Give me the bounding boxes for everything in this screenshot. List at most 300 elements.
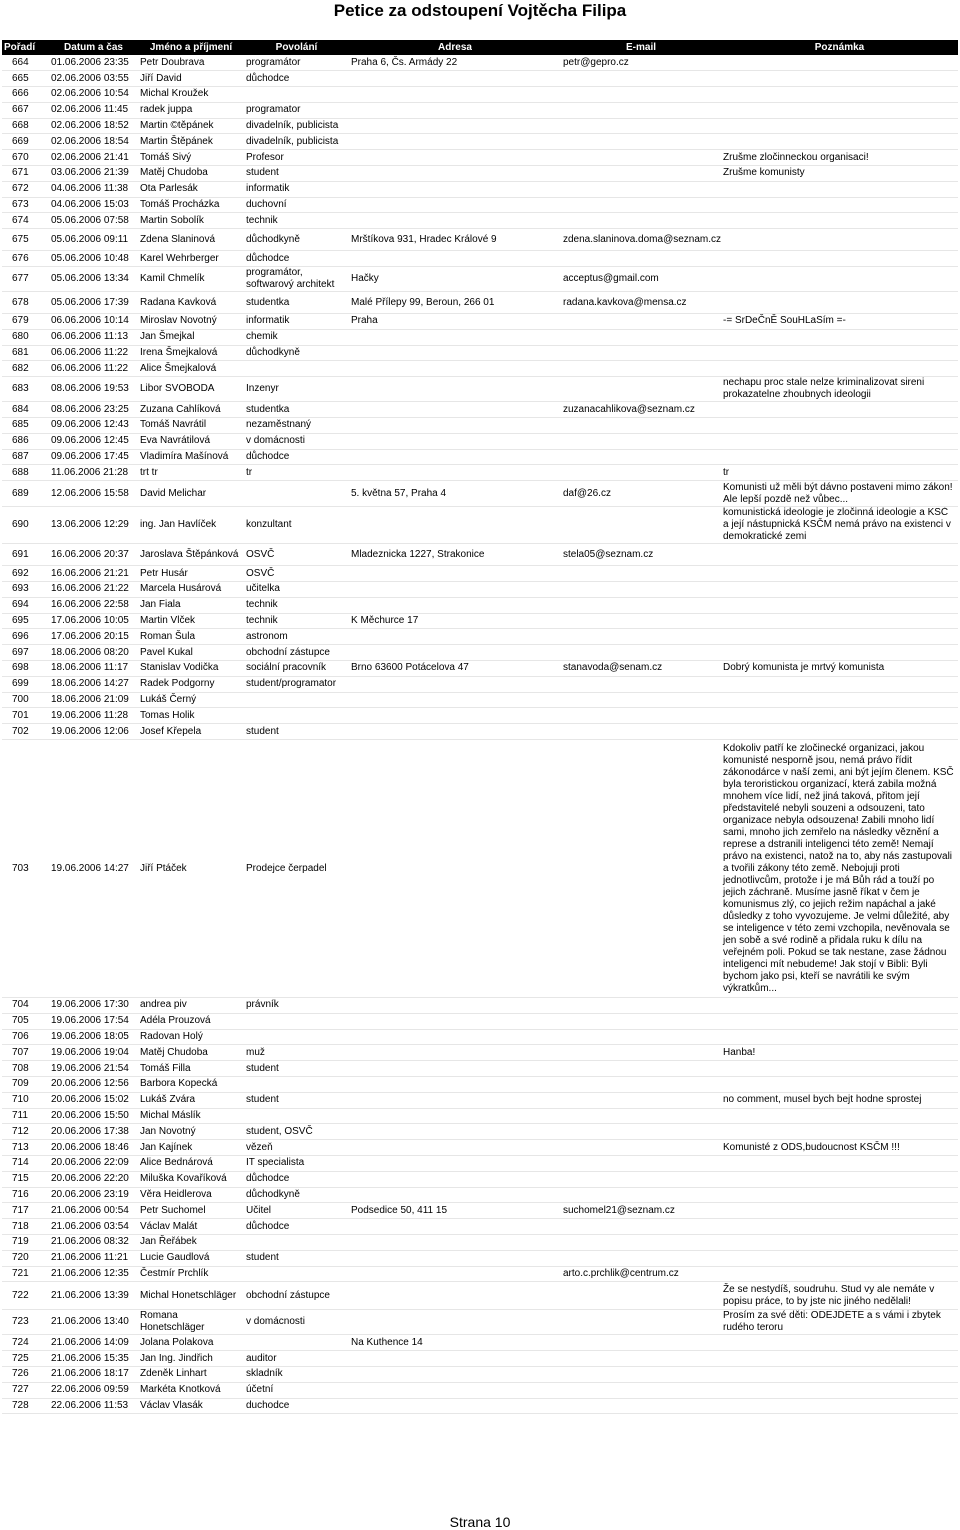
- table-row: [2, 724, 958, 740]
- cell-email: [561, 361, 721, 377]
- table-row: [2, 998, 958, 1014]
- cell-note: [721, 708, 958, 724]
- cell-datetime: 21.06.2006 00:54: [49, 1203, 138, 1219]
- cell-name: Karel Wehrberger: [138, 251, 244, 267]
- cell-name: Kamil Chmelík: [138, 267, 244, 292]
- cell-occupation: astronom: [244, 629, 349, 645]
- cell-occupation: [244, 1108, 349, 1124]
- cell-note: [721, 692, 958, 708]
- cell-name: Pavel Kukal: [138, 645, 244, 661]
- cell-datetime: 02.06.2006 03:55: [49, 71, 138, 87]
- cell-order: 671: [2, 166, 49, 182]
- table-row: [2, 267, 958, 292]
- cell-note: [721, 118, 958, 134]
- cell-datetime: 20.06.2006 22:09: [49, 1155, 138, 1171]
- cell-email: [561, 724, 721, 740]
- cell-occupation: Prodejce čerpadel: [244, 740, 349, 998]
- table-row: [2, 740, 958, 998]
- cell-occupation: student: [244, 1061, 349, 1077]
- cell-note: [721, 134, 958, 150]
- cell-address: K Měchurce 17: [349, 613, 561, 629]
- cell-address: [349, 629, 561, 645]
- cell-datetime: 20.06.2006 12:56: [49, 1076, 138, 1092]
- cell-order: 704: [2, 998, 49, 1014]
- cell-email: [561, 329, 721, 345]
- cell-note: [721, 1351, 958, 1367]
- cell-occupation: důchodce: [244, 251, 349, 267]
- cell-name: Václav Vlasák: [138, 1398, 244, 1414]
- cell-datetime: 03.06.2006 21:39: [49, 166, 138, 182]
- table-row: [2, 1282, 958, 1310]
- cell-occupation: důchodce: [244, 1171, 349, 1187]
- cell-datetime: 18.06.2006 11:17: [49, 661, 138, 677]
- table-row: [2, 150, 958, 166]
- cell-note: [721, 1335, 958, 1351]
- cell-order: 685: [2, 418, 49, 434]
- cell-address: [349, 1155, 561, 1171]
- table-row: [2, 1310, 958, 1335]
- cell-email[interactable]: acceptus@gmail.com: [561, 267, 721, 292]
- table-header: [2, 40, 958, 55]
- cell-address: Brno 63600 Potácelova 47: [349, 661, 561, 677]
- cell-order: 667: [2, 102, 49, 118]
- table-row: [2, 544, 958, 566]
- cell-address: [349, 465, 561, 481]
- cell-email: [561, 645, 721, 661]
- cell-email[interactable]: stela05@seznam.cz: [561, 544, 721, 566]
- cell-order: 670: [2, 150, 49, 166]
- cell-datetime: 06.06.2006 11:13: [49, 329, 138, 345]
- cell-occupation: duchovní: [244, 197, 349, 213]
- cell-occupation: student/programator: [244, 676, 349, 692]
- cell-address: [349, 1351, 561, 1367]
- table-row: [2, 1061, 958, 1077]
- cell-name: Eva Navrátilová: [138, 433, 244, 449]
- table-row: [2, 1171, 958, 1187]
- cell-email[interactable]: suchomel21@seznam.cz: [561, 1203, 721, 1219]
- cell-datetime: 18.06.2006 14:27: [49, 676, 138, 692]
- cell-address: [349, 166, 561, 182]
- cell-order: 679: [2, 314, 49, 330]
- cell-occupation: technik: [244, 213, 349, 229]
- cell-note: [721, 597, 958, 613]
- header-row: [2, 40, 958, 55]
- cell-address: [349, 676, 561, 692]
- cell-occupation: OSVČ: [244, 544, 349, 566]
- table-row: [2, 377, 958, 402]
- cell-address: Praha: [349, 314, 561, 330]
- cell-datetime: 16.06.2006 21:21: [49, 566, 138, 582]
- table-row: [2, 661, 958, 677]
- cell-name: Jolana Polakova: [138, 1335, 244, 1351]
- cell-note: [721, 1234, 958, 1250]
- cell-datetime: 02.06.2006 11:45: [49, 102, 138, 118]
- cell-datetime: 19.06.2006 17:30: [49, 998, 138, 1014]
- cell-email: [561, 71, 721, 87]
- cell-note: [721, 449, 958, 465]
- cell-email[interactable]: arto.c.prchlik@centrum.cz: [561, 1266, 721, 1282]
- cell-datetime: 09.06.2006 17:45: [49, 449, 138, 465]
- cell-datetime: 21.06.2006 15:35: [49, 1351, 138, 1367]
- cell-datetime: 06.06.2006 10:14: [49, 314, 138, 330]
- cell-order: 715: [2, 1171, 49, 1187]
- cell-address: [349, 1187, 561, 1203]
- table-row: [2, 1203, 958, 1219]
- cell-address: [349, 1250, 561, 1266]
- cell-name: Martin ©těpánek: [138, 118, 244, 134]
- cell-email: [561, 597, 721, 613]
- table-row: [2, 87, 958, 103]
- cell-datetime: 09.06.2006 12:43: [49, 418, 138, 434]
- table-row: [2, 1366, 958, 1382]
- cell-email: [561, 740, 721, 998]
- cell-order: 700: [2, 692, 49, 708]
- cell-order: 668: [2, 118, 49, 134]
- cell-note: [721, 345, 958, 361]
- table-row: [2, 613, 958, 629]
- table-row: [2, 1013, 958, 1029]
- cell-email: [561, 166, 721, 182]
- cell-name: Vladimíra Mašínová: [138, 449, 244, 465]
- cell-name: Jiří David: [138, 71, 244, 87]
- cell-email: [561, 1155, 721, 1171]
- cell-address: [349, 1124, 561, 1140]
- cell-datetime: 21.06.2006 03:54: [49, 1219, 138, 1235]
- cell-datetime: 18.06.2006 08:20: [49, 645, 138, 661]
- table-row: [2, 118, 958, 134]
- cell-email: [561, 1061, 721, 1077]
- cell-order: 719: [2, 1234, 49, 1250]
- cell-address: [349, 1029, 561, 1045]
- table-row: [2, 1266, 958, 1282]
- table-row: [2, 1076, 958, 1092]
- cell-name: Jan Kajínek: [138, 1140, 244, 1156]
- cell-note: nechapu proc stale nelze kriminalizovat sireni prokazatelne zhoubnych ideologii: [721, 377, 958, 402]
- page-number: Strana 10: [449, 1514, 511, 1530]
- cell-note: [721, 1266, 958, 1282]
- cell-order: 723: [2, 1310, 49, 1335]
- cell-note: [721, 87, 958, 103]
- cell-datetime: 21.06.2006 13:40: [49, 1310, 138, 1335]
- table-row: [2, 1108, 958, 1124]
- cell-datetime: 20.06.2006 15:02: [49, 1092, 138, 1108]
- cell-email: [561, 1076, 721, 1092]
- cell-name: Michal Honetschläger: [138, 1282, 244, 1310]
- cell-email: [561, 1234, 721, 1250]
- cell-note: Dobrý komunista je mrtvý komunista: [721, 661, 958, 677]
- cell-occupation: informatik: [244, 314, 349, 330]
- cell-order: 677: [2, 267, 49, 292]
- cell-name: Tomáš Sivý: [138, 150, 244, 166]
- cell-datetime: 22.06.2006 09:59: [49, 1382, 138, 1398]
- cell-note: [721, 181, 958, 197]
- cell-occupation: Inzenyr: [244, 377, 349, 402]
- cell-address: [349, 1108, 561, 1124]
- cell-email: [561, 87, 721, 103]
- cell-order: 665: [2, 71, 49, 87]
- table-row: [2, 1234, 958, 1250]
- cell-address: [349, 1282, 561, 1310]
- table-row: [2, 166, 958, 182]
- cell-occupation: důchodce: [244, 449, 349, 465]
- cell-datetime: 20.06.2006 22:20: [49, 1171, 138, 1187]
- cell-note: [721, 1124, 958, 1140]
- cell-address: [349, 1310, 561, 1335]
- table-row: [2, 645, 958, 661]
- cell-occupation: student, OSVČ: [244, 1124, 349, 1140]
- cell-occupation: [244, 708, 349, 724]
- cell-datetime: 19.06.2006 17:54: [49, 1013, 138, 1029]
- cell-email[interactable]: stanavoda@senam.cz: [561, 661, 721, 677]
- cell-note: [721, 1366, 958, 1382]
- cell-datetime: 05.06.2006 10:48: [49, 251, 138, 267]
- cell-name: Marcela Husárová: [138, 582, 244, 598]
- table-row: [2, 481, 958, 507]
- cell-order: 716: [2, 1187, 49, 1203]
- cell-address: [349, 118, 561, 134]
- cell-name: Markéta Knotková: [138, 1382, 244, 1398]
- cell-email: [561, 150, 721, 166]
- cell-order: 713: [2, 1140, 49, 1156]
- cell-email[interactable]: zdena.slaninova.doma@seznam.cz: [561, 229, 721, 251]
- cell-name: Radana Kavková: [138, 292, 244, 314]
- cell-address: [349, 1076, 561, 1092]
- cell-note: [721, 1171, 958, 1187]
- table-row: [2, 329, 958, 345]
- cell-order: 708: [2, 1061, 49, 1077]
- cell-note: [721, 582, 958, 598]
- cell-order: 705: [2, 1013, 49, 1029]
- cell-address: [349, 1382, 561, 1398]
- cell-occupation: sociální pracovník: [244, 661, 349, 677]
- cell-occupation: studentka: [244, 402, 349, 418]
- cell-address: Malé Přílepy 99, Beroun, 266 01: [349, 292, 561, 314]
- cell-name: Martin Štěpánek: [138, 134, 244, 150]
- cell-order: 728: [2, 1398, 49, 1414]
- cell-datetime: 19.06.2006 14:27: [49, 740, 138, 998]
- cell-datetime: 09.06.2006 12:45: [49, 433, 138, 449]
- cell-email: [561, 377, 721, 402]
- cell-datetime: 02.06.2006 18:54: [49, 134, 138, 150]
- cell-occupation: právník: [244, 998, 349, 1014]
- table-row: [2, 1187, 958, 1203]
- cell-name: Zdena Slaninová: [138, 229, 244, 251]
- cell-order: 673: [2, 197, 49, 213]
- cell-email: [561, 118, 721, 134]
- cell-order: 726: [2, 1366, 49, 1382]
- table-row: [2, 1382, 958, 1398]
- cell-address: [349, 87, 561, 103]
- cell-name: Libor SVOBODA: [138, 377, 244, 402]
- cell-datetime: 16.06.2006 22:58: [49, 597, 138, 613]
- cell-order: 669: [2, 134, 49, 150]
- cell-email: [561, 582, 721, 598]
- cell-name: Martin Sobolík: [138, 213, 244, 229]
- cell-address: [349, 71, 561, 87]
- cell-order: 701: [2, 708, 49, 724]
- cell-email[interactable]: radana.kavkova@mensa.cz: [561, 292, 721, 314]
- cell-datetime: 19.06.2006 18:05: [49, 1029, 138, 1045]
- cell-address: [349, 1219, 561, 1235]
- cell-name: Jan Řeřábek: [138, 1234, 244, 1250]
- cell-datetime: 04.06.2006 11:38: [49, 181, 138, 197]
- cell-note: [721, 1076, 958, 1092]
- table-row: [2, 597, 958, 613]
- cell-name: Lukáš Zvára: [138, 1092, 244, 1108]
- cell-name: Roman Šula: [138, 629, 244, 645]
- cell-occupation: auditor: [244, 1351, 349, 1367]
- cell-note: [721, 1029, 958, 1045]
- cell-email: [561, 676, 721, 692]
- cell-order: 676: [2, 251, 49, 267]
- cell-datetime: 21.06.2006 12:35: [49, 1266, 138, 1282]
- cell-email: [561, 102, 721, 118]
- cell-order: 706: [2, 1029, 49, 1045]
- cell-occupation: divadelník, publicista: [244, 134, 349, 150]
- cell-datetime: 18.06.2006 21:09: [49, 692, 138, 708]
- cell-email: [561, 998, 721, 1014]
- table-row: [2, 134, 958, 150]
- cell-occupation: důchodce: [244, 71, 349, 87]
- cell-address: Na Kuthence 14: [349, 1335, 561, 1351]
- cell-datetime: 17.06.2006 20:15: [49, 629, 138, 645]
- table-row: [2, 1155, 958, 1171]
- cell-note: Hanba!: [721, 1045, 958, 1061]
- cell-order: 697: [2, 645, 49, 661]
- cell-order: 688: [2, 465, 49, 481]
- cell-address: [349, 1013, 561, 1029]
- cell-occupation: OSVČ: [244, 566, 349, 582]
- cell-note: -= SrDeČnĚ SouHLaSím =-: [721, 314, 958, 330]
- cell-name: Michal Máslík: [138, 1108, 244, 1124]
- cell-name: Jaroslava Štěpánková: [138, 544, 244, 566]
- cell-email[interactable]: petr@gepro.cz: [561, 55, 721, 71]
- cell-datetime: 13.06.2006 12:29: [49, 507, 138, 544]
- cell-note: [721, 544, 958, 566]
- cell-note: [721, 402, 958, 418]
- cell-order: 698: [2, 661, 49, 677]
- cell-occupation: nezaměstnaný: [244, 418, 349, 434]
- cell-datetime: 05.06.2006 13:34: [49, 267, 138, 292]
- cell-order: 696: [2, 629, 49, 645]
- cell-note: [721, 645, 958, 661]
- table-row: [2, 213, 958, 229]
- cell-name: radek juppa: [138, 102, 244, 118]
- cell-occupation: divadelník, publicista: [244, 118, 349, 134]
- cell-occupation: student: [244, 724, 349, 740]
- cell-name: Jan Novotný: [138, 1124, 244, 1140]
- cell-datetime: 19.06.2006 19:04: [49, 1045, 138, 1061]
- cell-address: [349, 102, 561, 118]
- cell-occupation: IT specialista: [244, 1155, 349, 1171]
- cell-datetime: 02.06.2006 21:41: [49, 150, 138, 166]
- cell-email: [561, 345, 721, 361]
- cell-address: [349, 1045, 561, 1061]
- cell-name: Miluška Kovaříková: [138, 1171, 244, 1187]
- cell-occupation: [244, 87, 349, 103]
- cell-datetime: 21.06.2006 14:09: [49, 1335, 138, 1351]
- cell-address: [349, 197, 561, 213]
- cell-email[interactable]: daf@26.cz: [561, 481, 721, 507]
- column-header-email: E-mail: [561, 40, 721, 55]
- cell-occupation: [244, 1266, 349, 1282]
- table-row: [2, 449, 958, 465]
- cell-name: Jiří Ptáček: [138, 740, 244, 998]
- cell-name: Petr Doubrava: [138, 55, 244, 71]
- cell-order: 691: [2, 544, 49, 566]
- cell-order: 674: [2, 213, 49, 229]
- cell-name: trt tr: [138, 465, 244, 481]
- cell-note: [721, 267, 958, 292]
- cell-note: [721, 1398, 958, 1414]
- cell-occupation: tr: [244, 465, 349, 481]
- cell-email: [561, 1140, 721, 1156]
- cell-note: [721, 1013, 958, 1029]
- cell-email: [561, 1310, 721, 1335]
- cell-note: Že se nestydíš, soudruhu. Stud vy ale nemáte v popisu práce, to by jste nic jiného nedělali!: [721, 1282, 958, 1310]
- table-row: [2, 1250, 958, 1266]
- table-row: [2, 1398, 958, 1414]
- cell-address: [349, 1061, 561, 1077]
- cell-name: Martin Vlček: [138, 613, 244, 629]
- cell-order: 684: [2, 402, 49, 418]
- cell-name: Tomáš Filla: [138, 1061, 244, 1077]
- column-header-name: Jméno a příjmení: [138, 40, 244, 55]
- table-row: [2, 229, 958, 251]
- cell-note: tr: [721, 465, 958, 481]
- cell-email: [561, 465, 721, 481]
- cell-name: Irena Šmejkalová: [138, 345, 244, 361]
- cell-address: [349, 329, 561, 345]
- column-header-order: Pořadí: [2, 40, 49, 55]
- cell-order: 678: [2, 292, 49, 314]
- cell-note: [721, 724, 958, 740]
- cell-order: 707: [2, 1045, 49, 1061]
- cell-name: Jan Šmejkal: [138, 329, 244, 345]
- cell-email[interactable]: zuzanacahlikova@seznam.cz: [561, 402, 721, 418]
- table-row: [2, 1351, 958, 1367]
- cell-order: 695: [2, 613, 49, 629]
- cell-order: 690: [2, 507, 49, 544]
- cell-address: [349, 1092, 561, 1108]
- cell-note: no comment, musel bych bejt hodne sprostej: [721, 1092, 958, 1108]
- cell-email: [561, 181, 721, 197]
- cell-address: [349, 134, 561, 150]
- cell-order: 717: [2, 1203, 49, 1219]
- cell-datetime: 08.06.2006 19:53: [49, 377, 138, 402]
- cell-order: 702: [2, 724, 49, 740]
- cell-email: [561, 507, 721, 544]
- cell-name: Matěj Chudoba: [138, 166, 244, 182]
- cell-occupation: programátor: [244, 55, 349, 71]
- cell-order: 724: [2, 1335, 49, 1351]
- cell-address: [349, 418, 561, 434]
- cell-email: [561, 1398, 721, 1414]
- cell-note: [721, 1061, 958, 1077]
- cell-datetime: 22.06.2006 11:53: [49, 1398, 138, 1414]
- cell-email: [561, 692, 721, 708]
- cell-email: [561, 613, 721, 629]
- cell-order: 727: [2, 1382, 49, 1398]
- cell-name: Tomáš Navrátil: [138, 418, 244, 434]
- cell-email: [561, 1366, 721, 1382]
- cell-note: [721, 1108, 958, 1124]
- cell-name: Barbora Kopecká: [138, 1076, 244, 1092]
- cell-note: [721, 361, 958, 377]
- cell-name: Čestmír Prchlík: [138, 1266, 244, 1282]
- cell-address: [349, 402, 561, 418]
- cell-note: [721, 1250, 958, 1266]
